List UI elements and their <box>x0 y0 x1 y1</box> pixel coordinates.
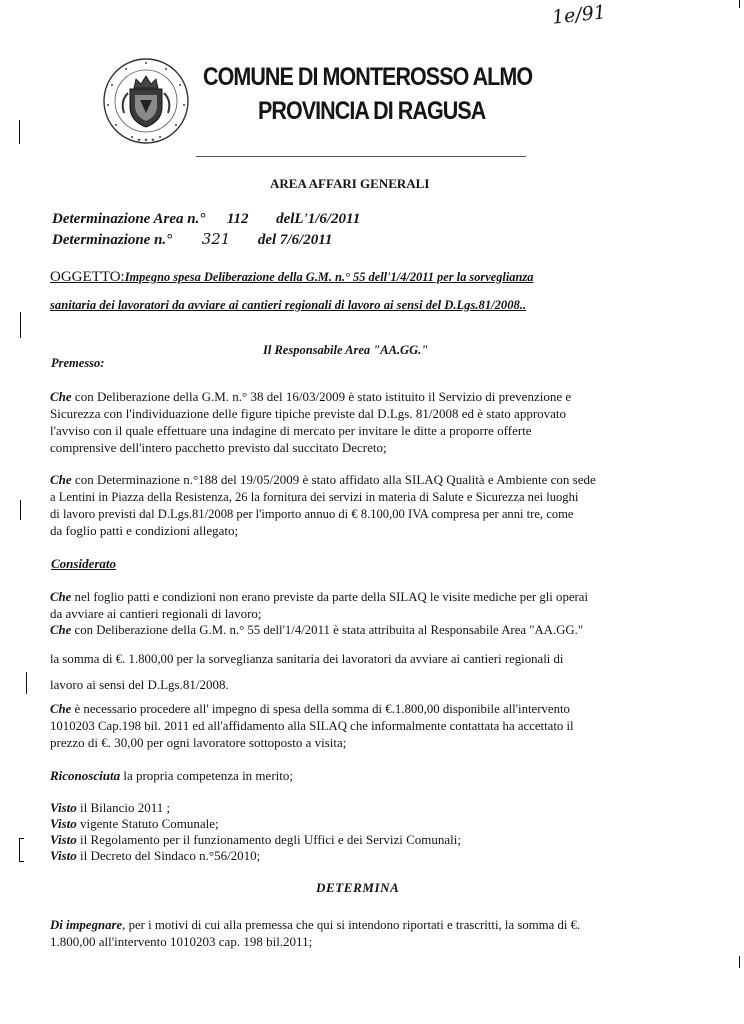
responsabile-heading: Il Responsabile Area "AA.GG." <box>263 343 429 357</box>
determina-heading: DETERMINA <box>316 880 400 895</box>
che5-line-1: Che è necessario procedere all' impegno di spesa della somma di €.1.800,00 disponibile all'intervento <box>50 702 570 716</box>
margin-mark <box>19 120 20 144</box>
header-comune: COMUNE DI MONTEROSSO ALMO <box>203 63 533 91</box>
svg-text:✦ ✦ ✦: ✦ ✦ ✦ <box>136 137 156 144</box>
premesso-heading: Premesso: <box>51 356 105 370</box>
che2-line-1: Che con Determinazione n.°188 del 19/05/2009 è stato affidato alla SILAQ Qualità e Ambiente con sede <box>50 472 596 487</box>
visto-bilancio: Visto il Bilancio 2011 ; <box>50 800 171 815</box>
considerato-heading: Considerato <box>51 556 117 571</box>
visto-decreto: Visto il Decreto del Sindaco n.°56/2010; <box>50 848 261 863</box>
area-title: AREA AFFARI GENERALI <box>270 176 430 191</box>
margin-mark <box>19 861 24 862</box>
che1-line-1: Che con Deliberazione della G.M. n.° 38 del 16/03/2009 è stato istituito il Servizio di prevenzione e <box>50 389 572 404</box>
determinazione-numero: Determinazione n.° 321 del 7/6/2011 <box>52 230 333 248</box>
che4-line-2: la somma di €. 1.800,00 per la sorveglianza sanitaria dei lavoratori da avviare ai cantieri regionali di <box>50 652 564 666</box>
impegnare-line-2: 1.800,00 all'intervento 1010203 cap. 198 bil.2011; <box>50 934 313 949</box>
margin-mark <box>19 838 24 839</box>
margin-mark <box>20 312 21 338</box>
che1-line-4: comprensive dell'intero pacchetto previsto dal succitato Decreto; <box>50 440 387 455</box>
oggetto-line-1: OGGETTO:Impegno spesa Deliberazione della G.M. n.° 55 dell'1/4/2011 per la sorveglianza <box>50 269 534 285</box>
visto-statuto: Visto vigente Statuto Comunale; <box>50 816 219 831</box>
page-number-mark: 1e/91 <box>550 1 607 29</box>
che4-line-3: lavoro ai sensi del D.Lgs.81/2008. <box>50 677 229 692</box>
oggetto-line-2: sanitaria dei lavoratori da avviare ai cantieri regionali di lavoro ai sensi del D.Lgs.81/2008.. <box>50 298 527 312</box>
scan-edge-mark <box>739 0 740 8</box>
che2-line-2: a Lentini in Piazza della Resistenza, 26 la fornitura dei servizi in materia di Salute e Sicurezza nei luoghi <box>50 490 579 504</box>
determinazione-area: Determinazione Area n.° 112 delL'1/6/2011 <box>52 211 361 227</box>
margin-mark <box>20 500 21 520</box>
riconosciuta-line: Riconosciuta la propria competenza in merito; <box>50 768 293 783</box>
impegnare-line-1: Di impegnare, per i motivi di cui alla premessa che qui si intendono riportati e trascritti, la somma di €. <box>50 918 581 932</box>
margin-mark <box>26 672 27 694</box>
scan-edge-mark <box>739 956 740 968</box>
header-divider <box>196 156 526 157</box>
header-provincia: PROVINCIA DI RAGUSA <box>258 97 486 125</box>
che1-line-3: l'avviso con il quale effettuare una indagine di mercato per invitare le ditte a proporre offerte <box>50 423 532 438</box>
che2-line-3: di lavoro previsti dal D.Lgs.81/2008 per l'importo annuo di € 8.100,00 IVA compresa per anni tre, come <box>50 507 574 521</box>
che3-line-2: da avviare ai cantieri regionali di lavoro; <box>50 606 262 621</box>
che1-line-2: Sicurezza con l'individuazione delle figure tipiche previste dal D.Lgs. 81/2008 ed è stato approvato <box>50 406 567 421</box>
margin-mark <box>19 838 20 862</box>
che5-line-2: 1010203 Cap.198 bil. 2011 ed all'affidamento alla SILAQ che informalmente contattata ha accettato il <box>50 719 574 733</box>
che4-line-1: Che con Deliberazione della G.M. n.° 55 dell'1/4/2011 è stata attribuita al Responsabile Area "AA.GG." <box>50 623 584 637</box>
che2-line-4: da foglio patti e condizioni allegato; <box>50 523 239 538</box>
che5-line-3: prezzo di €. 30,00 per ogni lavoratore sottoposto a visita; <box>50 735 347 750</box>
visto-regolamento: Visto il Regolamento per il funzionamento degli Uffici e dei Servizi Comunali; <box>50 832 461 847</box>
municipal-seal-icon <box>100 55 192 147</box>
che3-line-1: Che nel foglio patti e condizioni non erano previste da parte della SILAQ le visite mediche per gli operai <box>50 590 589 604</box>
